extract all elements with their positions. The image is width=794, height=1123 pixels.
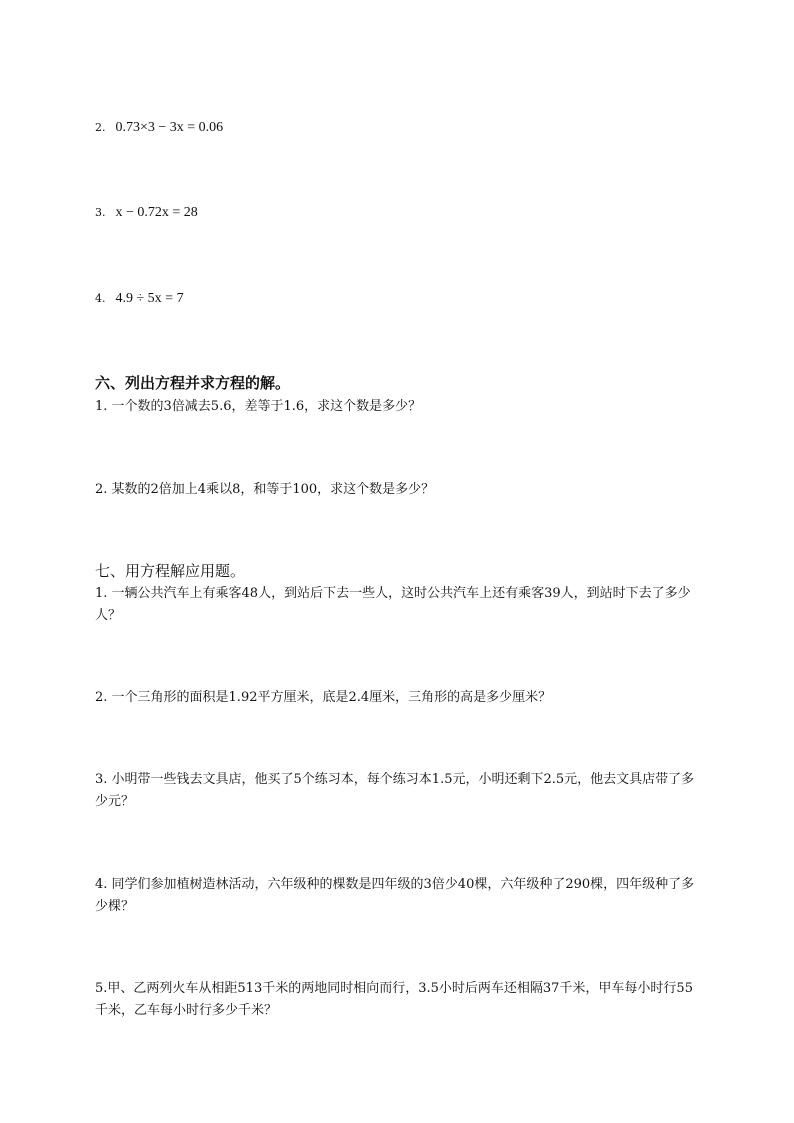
- section-7-heading: 七、用方程解应用题。: [95, 562, 246, 580]
- question-item: 2. 某数的2倍加上4乘以8，和等于100，求这个数是多少？: [95, 482, 435, 497]
- equation-text: 0.73×3 − 3x = 0.06: [115, 120, 224, 135]
- question-item: 1. 一辆公共汽车上有乘客48人，到站后下去一些人，这时公共汽车上还有乘客39人，到站时下去了多少人？: [95, 586, 691, 623]
- equation-item: [95, 291, 184, 307]
- equation-text: 4.9 ÷ 5x = 7: [115, 291, 184, 306]
- question-item: 5.甲、乙两列火车从相距513千米的两地同时相向而行，3.5小时后两车还相隔37千米，甲车每小时行55千米，乙车每小时行多少千米？: [95, 981, 693, 1018]
- equation-item: [95, 120, 223, 136]
- question-item: 3. 小明带一些钱去文具店，他买了5个练习本，每个练习本1.5元，小明还剩下2.5元，他去文具店带了多少元？: [95, 772, 695, 809]
- question-item: 4. 同学们参加植树造林活动，六年级种的棵数是四年级的3倍少40棵，六年级种了290棵，四年级种了多少棵？: [95, 877, 695, 914]
- question-item: 2. 一个三角形的面积是1.92平方厘米，底是2.4厘米，三角形的高是多少厘米？: [95, 690, 552, 705]
- question-item: 1. 一个数的3倍减去5.6，差等于1.6，求这个数是多少？: [95, 399, 422, 414]
- equation-number: 4.: [95, 292, 106, 305]
- section-6-heading: 六、列出方程并求方程的解。: [95, 374, 291, 392]
- equation-item: [95, 205, 198, 221]
- equation-text: x − 0.72x = 28: [115, 205, 198, 220]
- equation-number: 2.: [95, 121, 106, 134]
- equation-number: 3.: [95, 206, 106, 219]
